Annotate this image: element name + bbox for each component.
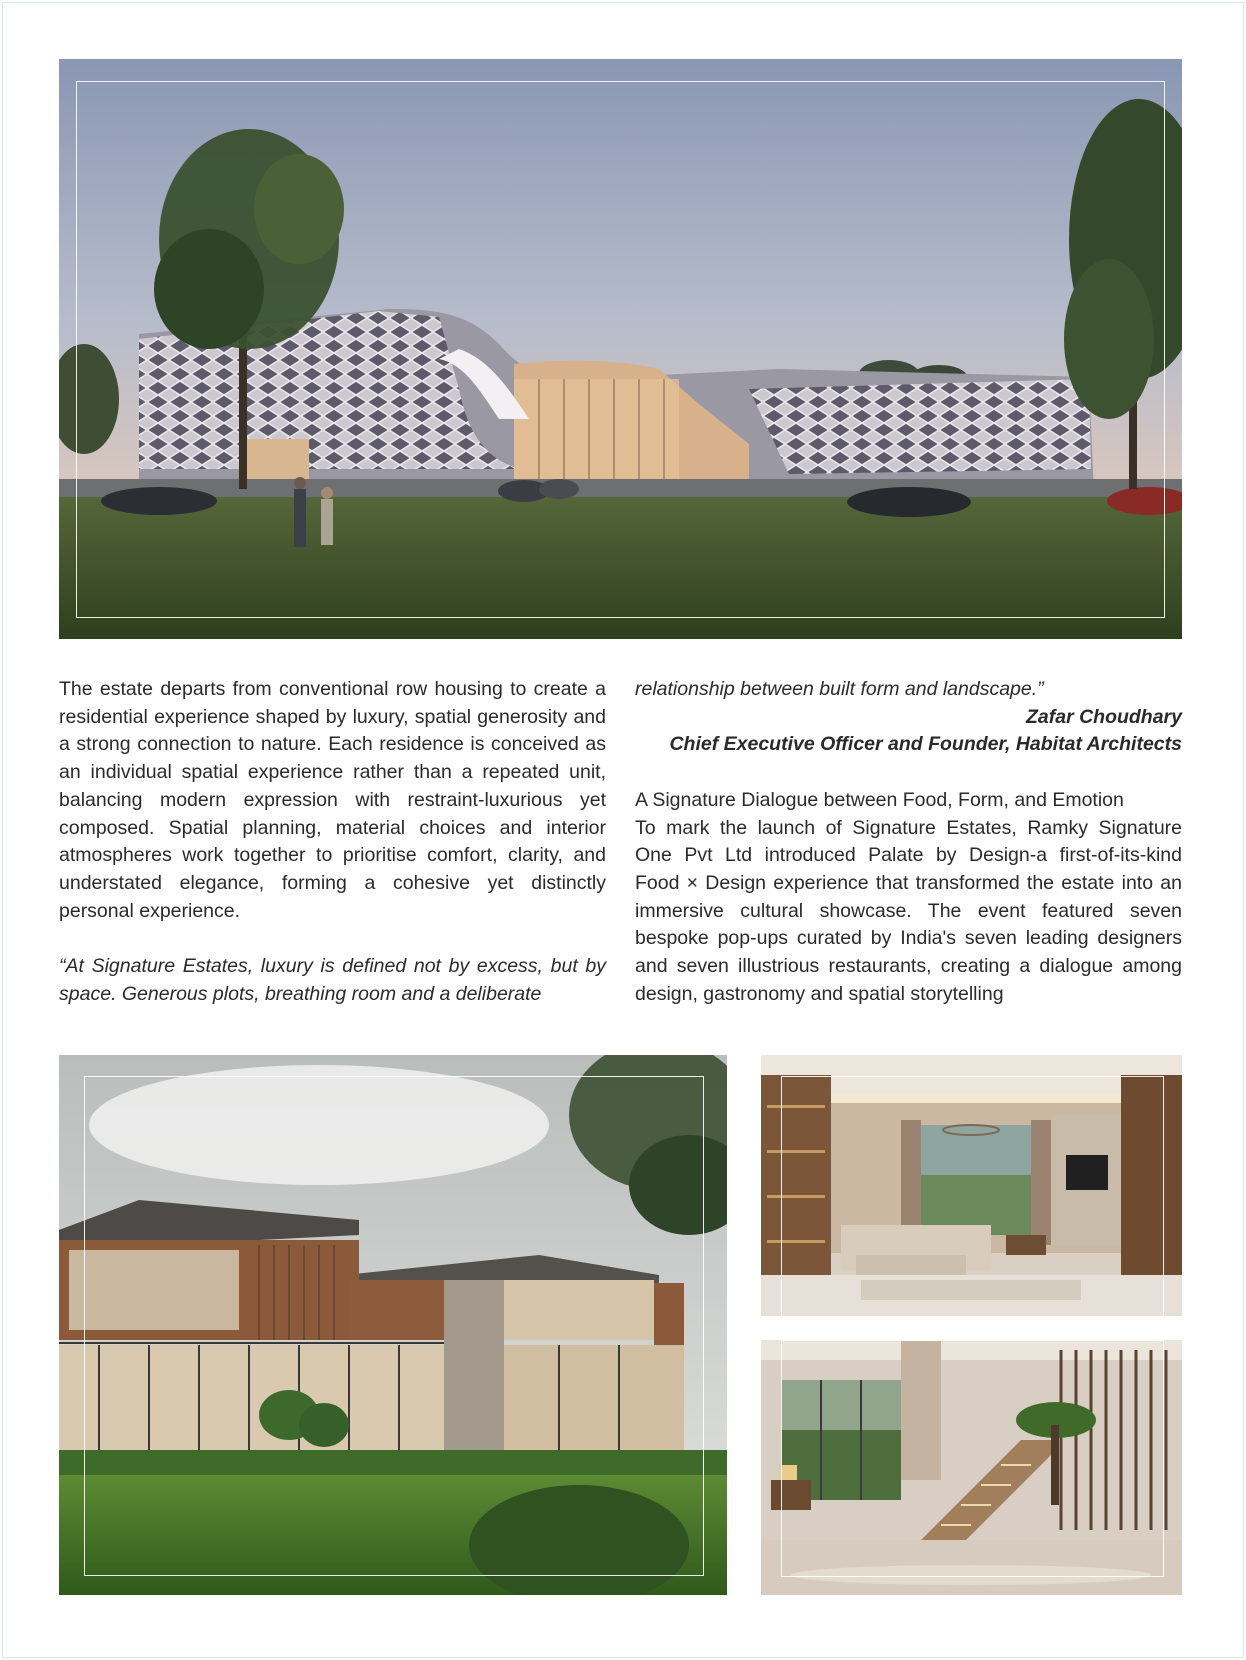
section-heading: A Signature Dialogue between Food, Form, and Emotion bbox=[635, 788, 1124, 811]
villa-exterior-photo bbox=[59, 1055, 727, 1595]
event-description-paragraph: To mark the launch of Signature Estates, Ramky Signature One Pvt Ltd introduced Palate by Design-a first-of-its-kind Food × Design experience that transformed the estate into an immersive cultural showcase. The event featured seven bespoke pop-ups curated by India's seven leading designers and seven illustrious restaurants, creating a dialogue among design, gastronomy and spatial storytelling bbox=[635, 816, 1182, 1005]
estate-description-paragraph: The estate departs from conventional row housing to create a residential experience shaped by luxury, spatial generosity and a strong connection to nature. Each residence is conceived as an individual spatial experience rather than a repeated unit, balancing modern expression with restraint-luxurious yet composed. Spatial planning, material choices and interior atmospheres work together to prioritise comfort, clarity, and understated elegance, forming a cohesive yet distinctly personal experience. bbox=[59, 678, 606, 922]
quote-author-title: Chief Executive Officer and Founder, Habitat Architects bbox=[669, 733, 1182, 756]
staircase-photo bbox=[761, 1340, 1182, 1595]
quote-start: “At Signature Estates, luxury is defined not by excess, but by space. Generous plots, breathing room and a deliberate bbox=[59, 955, 606, 1005]
quote-end: relationship between built form and landscape.” bbox=[635, 678, 1044, 700]
right-text-column bbox=[635, 676, 1182, 1008]
hero-building-photo bbox=[59, 59, 1182, 639]
living-room-photo bbox=[761, 1055, 1182, 1316]
quote-author-name: Zafar Choudhary bbox=[1025, 705, 1182, 728]
left-text-column bbox=[59, 676, 606, 1008]
